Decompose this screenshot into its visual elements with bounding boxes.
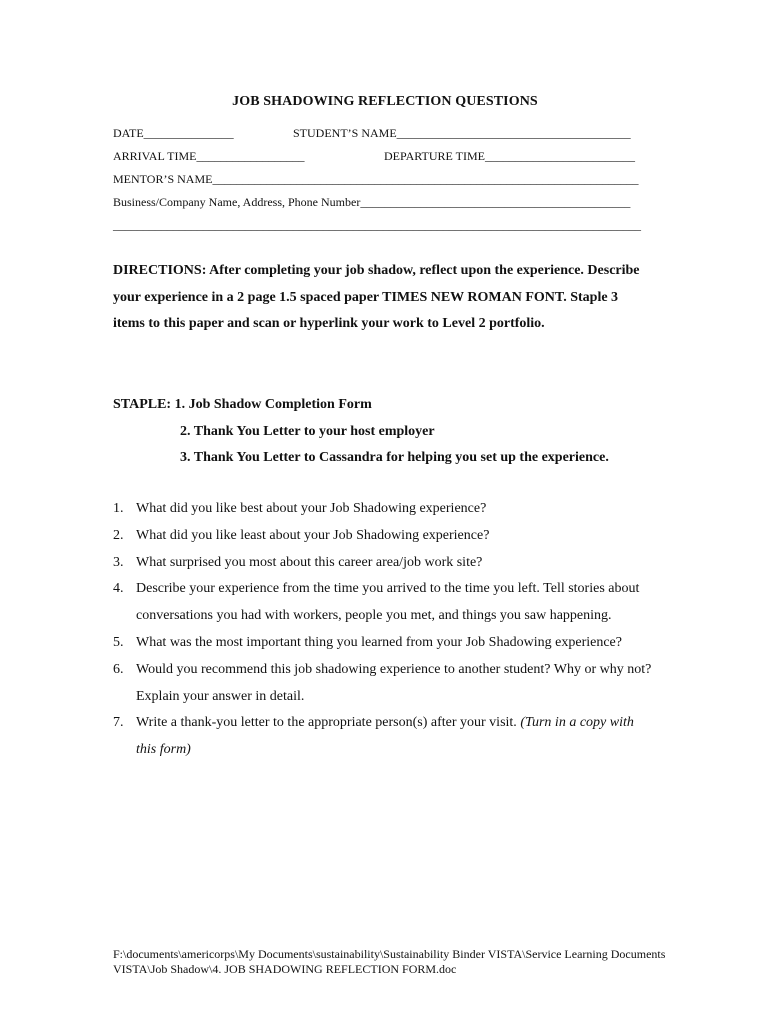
departure-time-field: DEPARTURE TIME_________________________ xyxy=(384,149,635,163)
business-field: Business/Company Name, Address, Phone Number_____________________________________________ xyxy=(113,195,631,209)
question-item: 5. What was the most important thing you learned from your Job Shadowing experience? xyxy=(113,634,622,650)
staple-item-2: 2. Thank You Letter to your host employer xyxy=(180,423,435,439)
question-item: 7. Write a thank-you letter to the appropriate person(s) after your visit. (Turn in a copy with this form) xyxy=(113,715,634,758)
student-name-field: STUDENT’S NAME_______________________________________ xyxy=(293,126,631,140)
extra-blank-line: ________________________________________________________________________________________ xyxy=(113,218,641,232)
page-title: JOB SHADOWING REFLECTION QUESTIONS xyxy=(232,94,538,109)
staple-list xyxy=(113,392,609,472)
staple-item-1: STAPLE: 1. Job Shadow Completion Form xyxy=(113,397,372,412)
directions-paragraph: DIRECTIONS: After completing your job shadow, reflect upon the experience. Describe your experience in a 2 page 1.5 spaced paper TIMES NEW ROMAN FONT. Staple 3 items to this paper and scan or hyperlink your work to Level 2 portfolio. xyxy=(113,263,640,331)
questions-list xyxy=(113,496,653,764)
mentor-name-field: MENTOR’S NAME_______________________________________________________________________ xyxy=(113,172,639,186)
question-item: 4. Describe your experience from the time you arrived to the time you left. Tell stories about conversations you had with workers, people you met, and things you saw happening. xyxy=(113,581,640,624)
question-item: 3. What surprised you most about this career area/job work site? xyxy=(113,554,483,570)
date-field: DATE_______________ xyxy=(113,126,234,140)
question-item: 6. Would you recommend this job shadowing experience to another student? Why or why not? Explain your answer in detail. xyxy=(113,661,652,704)
staple-item-3: 3. Thank You Letter to Cassandra for helping you set up the experience. xyxy=(180,450,609,465)
question-item: 1. What did you like best about your Job Shadowing experience? xyxy=(113,501,487,516)
turn-in-note: (Turn in a copy with this form) xyxy=(136,715,634,758)
arrival-time-field: ARRIVAL TIME__________________ xyxy=(113,149,305,163)
file-path-footer: F:\documents\americorps\My Documents\sustainability\Sustainability Binder VISTA\Service Learning Documents VISTA\Job Shadow\4. JOB SHADOWING REFLECTION FORM.doc xyxy=(113,947,666,976)
question-item: 2. What did you like least about your Job Shadowing experience? xyxy=(113,527,490,543)
